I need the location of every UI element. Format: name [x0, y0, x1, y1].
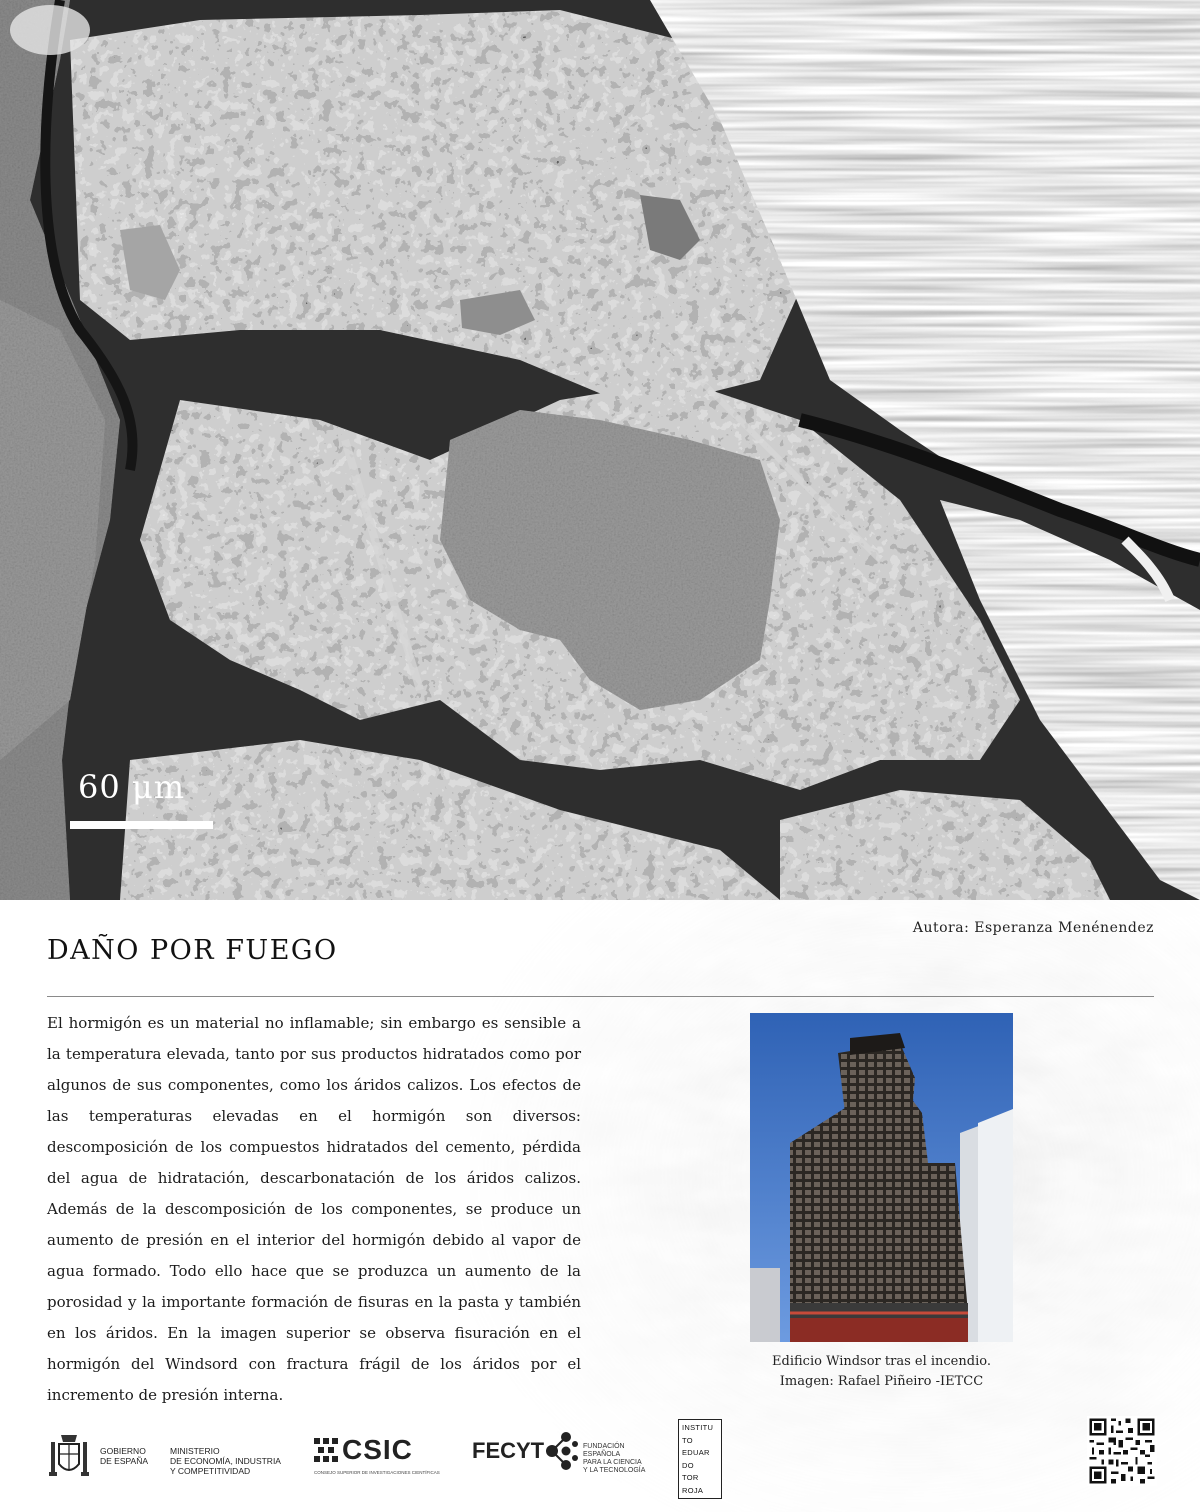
photo-caption	[730, 1352, 1033, 1392]
csic-subtitle: CONSEJO SUPERIOR DE INVESTIGACIONES CIENTÍFICAS	[314, 1470, 440, 1475]
caption-line-2: Imagen: Rafael Piñeiro -IETCC	[779, 1374, 984, 1389]
qr-code-icon[interactable]	[1087, 1416, 1157, 1486]
burnt-tower-illustration	[750, 1013, 1013, 1342]
ministerio-text: MINISTERIO DE ECONOMÍA, INDUSTRIA Y COMPETITIVIDAD	[170, 1446, 281, 1476]
author-credit: Autora: Esperanza Menénendez	[912, 920, 1154, 936]
csic-emblem-icon	[314, 1438, 338, 1464]
fecyt-dots-icon	[544, 1429, 578, 1473]
page-title: DAÑO POR FUEGO	[47, 935, 338, 966]
gobierno-text: GOBIERNO DE ESPAÑA	[100, 1446, 149, 1466]
windsor-building-photo	[750, 1013, 1013, 1342]
caption-line-1: Edificio Windsor tras el incendio.	[772, 1354, 991, 1369]
title-divider	[47, 996, 1154, 997]
csic-wordmark: CSIC	[342, 1434, 413, 1465]
ietcc-logo: INSTITU TO EDUAR DO TOR ROJA	[678, 1419, 722, 1499]
coat-of-arms-icon	[48, 1432, 90, 1480]
body-paragraph: El hormigón es un material no inflamable; sin embargo es sensible a la temperatura elevada, tanto por sus productos hidratados como por algunos de sus componentes, como los áridos calizos. Los efectos de las temperaturas elevadas en el hormigón son diversos: descomposición de los compuestos hidratados del cemento, pérdida del agua de hidratación, descarbonatación de los áridos calizos. Además de la descomposición de los componentes, se produce un aumento de presión en el interior del hormigón debido al vapor de agua formado. Todo ello hace que se produzca un aumento de la porosidad y la importante formación de fisuras en la pasta y también en los áridos. En la imagen superior se observa fisuración en el hormigón del Windsord con fractura frágil de los áridos por el incremento de presión interna.	[47, 1014, 581, 1404]
scale-bar-label: 60 μm	[78, 768, 186, 806]
gobierno-logo	[48, 1432, 158, 1480]
fecyt-wordmark: FECYT	[472, 1438, 545, 1463]
scale-bar	[70, 821, 213, 829]
fecyt-subtitle: FUNDACIÓN ESPAÑOLA PARA LA CIENCIA Y LA TECNOLOGÍA	[583, 1443, 646, 1474]
